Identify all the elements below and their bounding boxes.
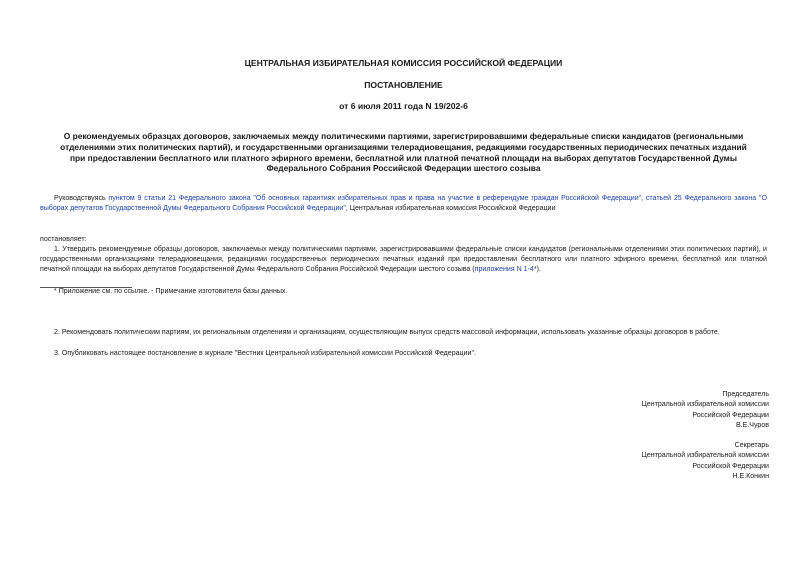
item-3-paragraph: 3. Опубликовать настоящее постановление в журнале "Вестник Центральной избирательной комиссии Российской Федерации". xyxy=(54,350,476,357)
preamble-suffix: , Центральная избирательная комиссия Российской Федерации xyxy=(345,205,556,213)
preamble-paragraph xyxy=(40,194,767,214)
item-1-paragraph xyxy=(40,245,767,276)
signature-org: Центральной избирательной комиссии xyxy=(641,401,769,409)
footnote: * Приложение см. по ссылке. - Примечание изготовителя базы данных. xyxy=(54,288,288,295)
title-line: О рекомендуемых образцах договоров, заключаемых между политическими партиями, зарегистрировавшими федеральные списки кандидатов (региональными xyxy=(63,131,744,141)
title-line: при предоставлении бесплатного или платного эфирного времени, бесплатной или платной печатной площади на выборах депутатов Государственной Думы xyxy=(70,152,737,163)
preamble-prefix: Руководствуясь xyxy=(54,195,109,202)
item-2-paragraph: 2. Рекомендовать политическим партиям, их региональным отделениям и организациям, осуществляющим выпуск средств массовой информации, использовать указанные образцы договоров в работе. xyxy=(54,329,720,336)
title-line: Федерального Собрания Российской Федерации шестого созыва xyxy=(266,163,541,174)
document-title xyxy=(40,131,767,174)
item-1-text: 1. Утвердить рекомендуемые образцы договоров, заключаемых между политическими партиями, зарегистрировавшими федеральные списки кандидатов (региональными отделениями этих политических партий), и государственными организациями телерадиовещания, редакциями государственных периодических печатных изданий при предоставлении бесплатного или платного эфирного времени, бесплатной или платной печатной площади на выборах депутатов Государственной Думы Федерального Собрания Российской Федерации шестого созыва ( xyxy=(40,246,767,274)
appendix-link[interactable]: приложения N 1-4 xyxy=(474,266,534,274)
signature-org: Российской Федерации xyxy=(692,411,769,419)
item-1-suffix: *). xyxy=(533,266,541,274)
chairman-signature xyxy=(549,390,769,431)
signature-org: Российской Федерации xyxy=(692,462,769,470)
date-number-heading: от 6 июля 2011 года N 19/202-6 xyxy=(339,101,468,111)
signature-role: Председатель xyxy=(722,391,769,398)
secretary-signature xyxy=(549,441,769,482)
title-line: отделениями этих политических партий), и государственными организациями телерадиовещания, редакциями государственных периодических печатных изданий xyxy=(60,141,747,152)
law-link-article-21[interactable]: пунктом 9 статьи 21 Федерального закона "Об основных гарантиях избирательных прав и права на участие в референдуме граждан Российской Федерации" xyxy=(108,195,642,202)
resolves-label: постановляет: xyxy=(40,236,87,243)
signature-org: Центральной избирательной комиссии xyxy=(641,452,769,460)
signature-role: Секретарь xyxy=(734,442,769,449)
law-link-article-25[interactable]: статьей 25 Федерального закона "О выборах депутатов Государственной Думы Федерального Собрания Российской Федерации" xyxy=(40,195,767,213)
organization-heading: ЦЕНТРАЛЬНАЯ ИЗБИРАТЕЛЬНАЯ КОМИССИЯ РОССИЙСКОЙ ФЕДЕРАЦИИ xyxy=(244,58,563,68)
signature-name: Н.Е.Конкин xyxy=(732,472,769,480)
preamble-separator: , xyxy=(641,195,646,202)
document-type-heading: ПОСТАНОВЛЕНИЕ xyxy=(364,80,443,90)
signature-name: В.Е.Чуров xyxy=(735,421,769,429)
